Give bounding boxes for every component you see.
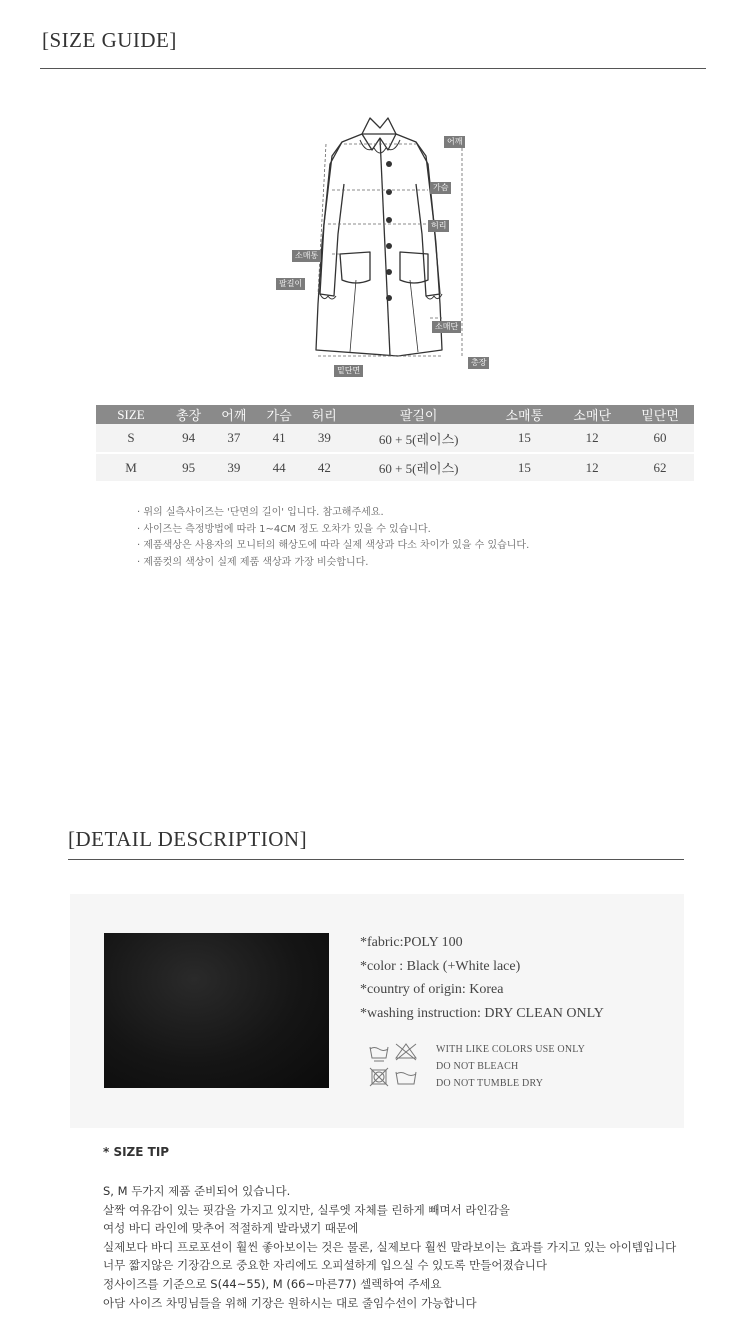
care-symbols bbox=[368, 1042, 420, 1088]
size-guide-divider bbox=[40, 68, 706, 69]
size-table-header bbox=[96, 405, 694, 424]
table-cell: M bbox=[96, 453, 166, 482]
size-tip-line: 여성 바디 라인에 맞추어 적절하게 발라냈기 때문에 bbox=[103, 1221, 359, 1236]
detail-description-divider bbox=[68, 859, 684, 860]
table-cell: 39 bbox=[211, 453, 256, 482]
table-cell: 95 bbox=[166, 453, 211, 482]
table-cell: 62 bbox=[626, 453, 694, 482]
table-cell: 41 bbox=[256, 424, 301, 453]
table-cell: 39 bbox=[302, 424, 347, 453]
header-cuff: 소매단 bbox=[558, 405, 626, 424]
table-cell: 60 + 5(레이스) bbox=[347, 453, 490, 482]
coat-sketch bbox=[270, 104, 510, 384]
care-symbols-icon bbox=[368, 1042, 420, 1088]
table-cell: S bbox=[96, 424, 166, 453]
diagram-label-sleeve-width: 소매통 bbox=[292, 250, 321, 262]
header-chest: 가슴 bbox=[256, 405, 301, 424]
size-tip-title: * SIZE TIP bbox=[103, 1145, 170, 1159]
diagram-label-cuff: 소매단 bbox=[432, 321, 461, 333]
size-note: · 위의 실측사이즈는 '단면의 길이' 입니다. 참고해주세요. bbox=[137, 505, 529, 522]
care-item: DO NOT TUMBLE DRY bbox=[436, 1078, 544, 1089]
size-notes bbox=[137, 505, 529, 571]
header-hem: 밑단면 bbox=[626, 405, 694, 424]
table-cell: 44 bbox=[256, 453, 301, 482]
fabric-swatch-image bbox=[104, 933, 329, 1088]
table-cell: 94 bbox=[166, 424, 211, 453]
size-tip-text bbox=[103, 1182, 676, 1312]
diagram-label-sleeve-length: 팔길이 bbox=[276, 278, 305, 290]
table-cell: 60 bbox=[626, 424, 694, 453]
size-note: · 제품색상은 사용자의 모니터의 해상도에 따라 실제 색상과 다소 차이가 있을 수 있습니다. bbox=[137, 538, 529, 555]
table-cell: 12 bbox=[558, 453, 626, 482]
header-waist: 허리 bbox=[302, 405, 347, 424]
header-size: SIZE bbox=[96, 405, 166, 424]
table-cell: 42 bbox=[302, 453, 347, 482]
size-guide-title: [SIZE GUIDE] bbox=[42, 28, 177, 52]
table-cell: 15 bbox=[490, 453, 558, 482]
spec-fabric: *fabric:POLY 100 bbox=[360, 935, 463, 950]
fabric-specs bbox=[360, 931, 604, 1025]
table-cell: 60 + 5(레이스) bbox=[347, 424, 490, 453]
diagram-label-chest: 가슴 bbox=[430, 182, 451, 194]
size-tip-line: S, M 두가지 제품 준비되어 있습니다. bbox=[103, 1184, 291, 1198]
spec-color: *color : Black (+White lace) bbox=[360, 958, 521, 974]
size-tip-line: 살짝 여유감이 있는 핏감을 가지고 있지만, 실루엣 자체를 린하게 빼며서 라인감을 bbox=[103, 1202, 510, 1217]
table-cell: 37 bbox=[211, 424, 256, 453]
detail-description-title: [DETAIL DESCRIPTION] bbox=[68, 827, 308, 851]
diagram-label-total-length: 총장 bbox=[468, 357, 489, 369]
spec-washing: *washing instruction: DRY CLEAN ONLY bbox=[360, 1005, 604, 1021]
table-cell: 15 bbox=[490, 424, 558, 453]
header-sleeve-width: 소매통 bbox=[490, 405, 558, 424]
table-cell: 12 bbox=[558, 424, 626, 453]
diagram-label-waist: 허리 bbox=[428, 220, 449, 232]
header-total-length: 총장 bbox=[166, 405, 211, 424]
diagram-label-hem: 밑단면 bbox=[334, 365, 363, 377]
care-item: WITH LIKE COLORS USE ONLY bbox=[436, 1044, 585, 1055]
detail-panel bbox=[70, 894, 684, 1128]
size-tip-line: 너무 짧지않은 기장감으로 중요한 자리에도 오피셜하게 입으실 수 있도록 만들어졌습니다 bbox=[103, 1258, 547, 1273]
care-item: DO NOT BLEACH bbox=[436, 1061, 519, 1072]
coat-measurement-diagram bbox=[270, 104, 510, 384]
size-table bbox=[96, 405, 694, 483]
size-tip-line: 아담 사이즈 차밍님들을 위해 기장은 원하시는 대로 줄임수선이 가능합니다 bbox=[103, 1295, 477, 1310]
header-shoulder: 어깨 bbox=[211, 405, 256, 424]
table-row bbox=[96, 453, 694, 482]
care-instructions bbox=[436, 1041, 585, 1092]
diagram-label-shoulder: 어깨 bbox=[444, 136, 465, 148]
size-note: · 사이즈는 측정방법에 따라 1~4CM 정도 오차가 있을 수 있습니다. bbox=[137, 522, 529, 539]
spec-country: *country of origin: Korea bbox=[360, 982, 504, 997]
header-sleeve-length: 팔길이 bbox=[347, 405, 490, 424]
size-note: · 제품컷의 색상이 실제 제품 색상과 가장 비슷합니다. bbox=[137, 555, 529, 572]
table-row bbox=[96, 424, 694, 453]
size-tip-line: 정사이즈를 기준으로 S(44~55), M (66~마른77) 셀렉하여 주세요 bbox=[103, 1276, 442, 1291]
size-tip-line: 실제보다 바디 프로포션이 훨씬 좋아보이는 것은 물론, 실제보다 훨씬 말라보이는 효과를 가지고 있는 아이템입니다 bbox=[103, 1239, 677, 1254]
